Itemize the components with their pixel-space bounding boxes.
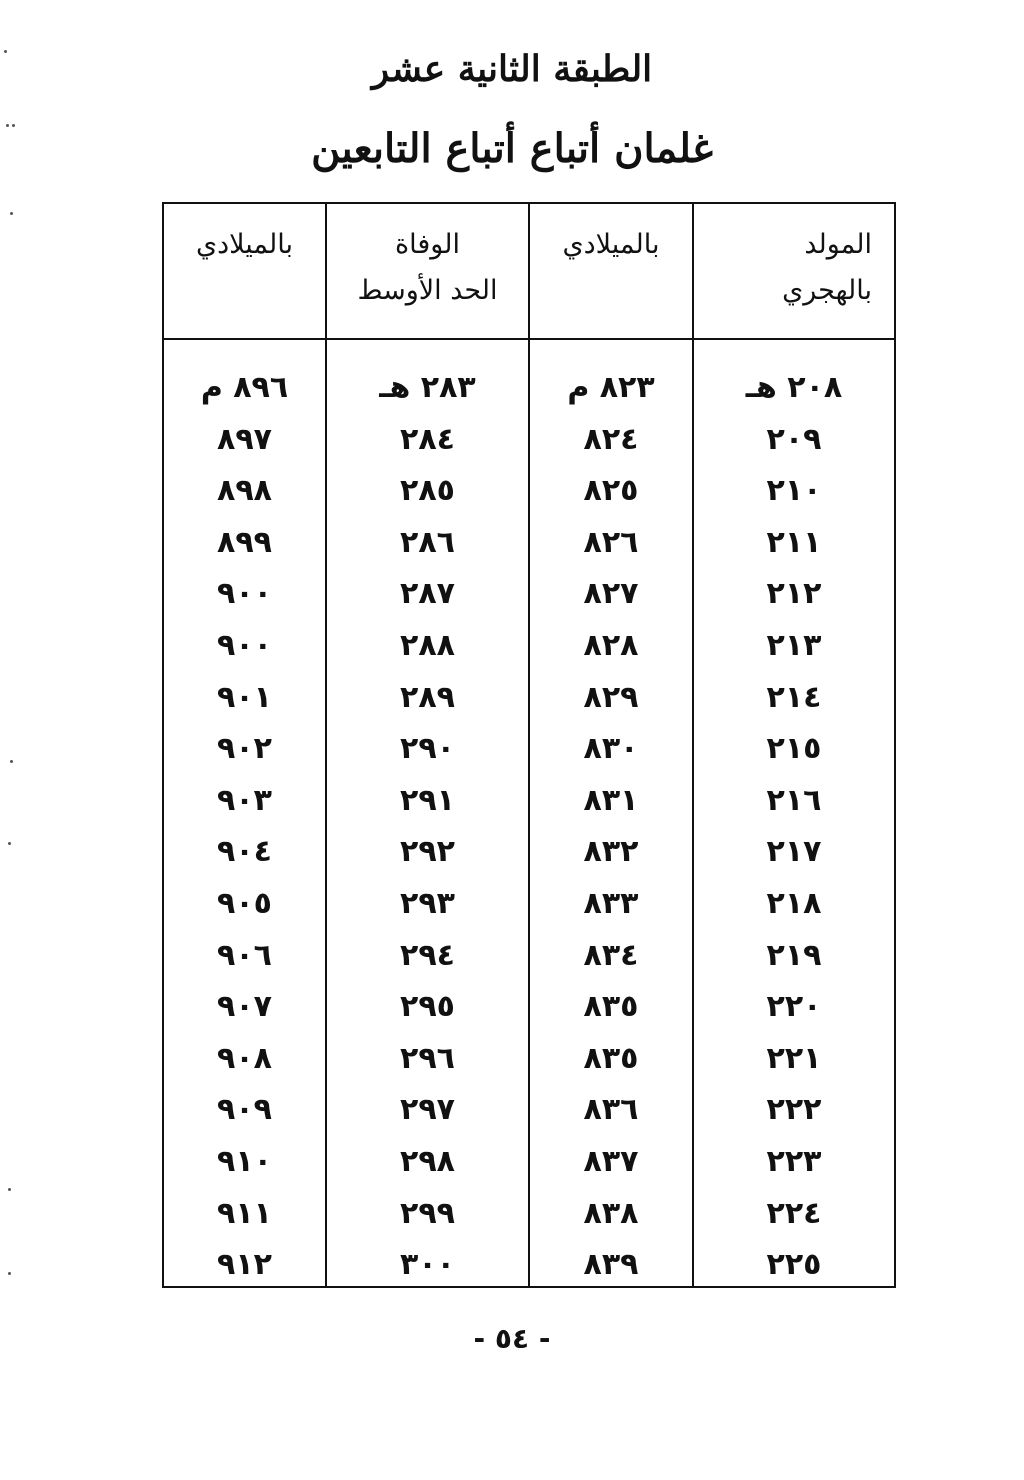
scan-speck — [10, 760, 13, 763]
table-cell: ٨٣٥ — [583, 1040, 639, 1076]
table-cell: ٨٣٠ — [583, 731, 639, 767]
scan-speck — [8, 1188, 11, 1191]
dates-table — [162, 202, 896, 1288]
table-cell: ٢٨٧ — [400, 576, 455, 612]
table-cell: ٨٣٩ — [583, 1247, 639, 1283]
table-cell: ٢٨٥ — [400, 473, 455, 509]
table-cell: ٢١٤ — [766, 679, 822, 715]
table-cell: ٩٠٥ — [217, 885, 272, 921]
table-cell: ٢٩٣ — [400, 885, 455, 921]
table-cell: ٨٢٨ — [583, 627, 639, 663]
page-number: - ٥٤ - — [473, 1322, 551, 1355]
header-death-hijri — [327, 204, 528, 338]
table-cell: ٢١٩ — [766, 937, 822, 973]
table-cell: ٨٣٨ — [583, 1195, 639, 1231]
header-death-gregorian-line1: بالميلادي — [196, 229, 293, 260]
table-cell: ٢٩٦ — [400, 1040, 455, 1076]
table-cell: ٢٢٣ — [766, 1143, 822, 1179]
table-cell: ٨٢٤ — [583, 421, 639, 457]
table-cell: ٢٢٤ — [766, 1195, 822, 1231]
header-death-hijri-line2: الحد الأوسط — [357, 275, 498, 306]
table-cell: ٢٩١ — [400, 782, 455, 818]
table-cell: ٢٨٨ — [400, 627, 455, 663]
table-cell: ٨٩٩ — [217, 524, 272, 560]
table-cell: ٢٨٣ هـ — [379, 370, 476, 405]
header-birth-gregorian — [530, 204, 692, 338]
table-cell: ٨٣٤ — [583, 937, 639, 973]
table-cell: ٨٢٩ — [583, 679, 639, 715]
table-cell: ٩٠٠ — [217, 627, 272, 663]
table-cell: ٨٣٧ — [583, 1143, 639, 1179]
table-cell: ٢٨٦ — [400, 524, 455, 560]
scan-speck — [10, 212, 13, 215]
table-cell: ٨٣٦ — [583, 1092, 639, 1128]
table-cell: ٩٠١ — [217, 679, 272, 715]
table-cell: ٢٩٠ — [400, 731, 455, 767]
scan-speck — [12, 124, 15, 127]
table-cell: ٢٢٥ — [766, 1247, 822, 1283]
table-cell: ٢١٦ — [766, 782, 822, 818]
table-cell: ٢٢٢ — [766, 1092, 822, 1128]
table-cell: ٢٩٧ — [400, 1092, 455, 1128]
table-cell: ٩٠٨ — [217, 1040, 272, 1076]
table-cell: ٩٠٤ — [217, 834, 272, 870]
table-cell: ٢٨٤ — [400, 421, 455, 457]
column-birth-gregorian — [530, 362, 692, 1291]
header-birth-hijri-line1: المولد — [804, 229, 872, 260]
table-cell: ٢٠٩ — [766, 421, 822, 457]
column-birth-hijri — [704, 362, 884, 1291]
table-cell: ٢٩٥ — [400, 989, 455, 1025]
table-cell: ٩٠٢ — [217, 731, 272, 767]
table-cell: ٨٩٦ م — [200, 370, 289, 405]
table-cell: ٢٩٨ — [400, 1143, 455, 1179]
table-cell: ٢١٨ — [766, 885, 822, 921]
scan-speck — [8, 1272, 11, 1275]
scan-speck — [4, 50, 7, 53]
table-cell: ٢١٣ — [766, 627, 822, 663]
column-death-hijri — [327, 362, 528, 1291]
table-cell: ٩١٠ — [217, 1143, 272, 1179]
header-death-hijri-line1: الوفاة — [395, 229, 460, 260]
table-cell: ٢٩٢ — [400, 834, 455, 870]
table-cell: ٩٠٣ — [217, 782, 272, 818]
table-cell: ٨٣٢ — [583, 834, 639, 870]
table-cell: ٨٢٦ — [583, 524, 639, 560]
scan-speck — [6, 124, 9, 127]
table-cell: ٢٩٩ — [400, 1195, 455, 1231]
table-cell: ٩٠٩ — [217, 1092, 272, 1128]
page-title: الطبقة الثانية عشر — [371, 48, 653, 90]
table-cell: ٩١١ — [217, 1195, 272, 1231]
table-cell: ٢٢١ — [766, 1040, 822, 1076]
table-cell: ٢٩٤ — [400, 937, 455, 973]
table-cell: ٢٠٨ هـ — [745, 370, 843, 405]
table-cell: ٨٣٥ — [583, 989, 639, 1025]
table-cell: ٨٣٣ — [583, 885, 639, 921]
table-cell: ٢١٥ — [766, 731, 822, 767]
table-cell: ٩٠٧ — [217, 989, 272, 1025]
table-cell: ٨٢٥ — [583, 473, 639, 509]
table-cell: ٨٩٧ — [217, 421, 272, 457]
header-birth-hijri-line2: بالهجري — [782, 275, 872, 306]
column-divider — [692, 204, 694, 1286]
table-cell: ٨٢٣ م — [567, 370, 655, 405]
table-cell: ٩٠٦ — [217, 937, 272, 973]
header-birth-gregorian-line1: بالميلادي — [562, 229, 660, 260]
scan-speck — [8, 842, 11, 845]
table-cell: ٢١١ — [766, 524, 822, 560]
table-cell: ٨٩٨ — [217, 473, 272, 509]
table-cell: ٢٢٠ — [766, 989, 822, 1025]
table-cell: ٨٣١ — [583, 782, 639, 818]
table-cell: ٢١٠ — [766, 473, 822, 509]
column-death-gregorian — [164, 362, 325, 1291]
header-death-gregorian — [164, 204, 325, 338]
table-cell: ٣٠٠ — [400, 1247, 455, 1283]
table-cell: ٩١٢ — [217, 1247, 272, 1283]
header-divider — [164, 338, 894, 340]
table-cell: ٢١٢ — [766, 576, 822, 612]
table-cell: ٢١٧ — [766, 834, 822, 870]
page-subtitle: غلمان أتباع أتباع التابعين — [311, 125, 713, 172]
table-cell: ٨٢٧ — [583, 576, 639, 612]
table-cell: ٢٨٩ — [400, 679, 455, 715]
table-cell: ٩٠٠ — [217, 576, 272, 612]
header-birth-hijri — [694, 204, 894, 338]
